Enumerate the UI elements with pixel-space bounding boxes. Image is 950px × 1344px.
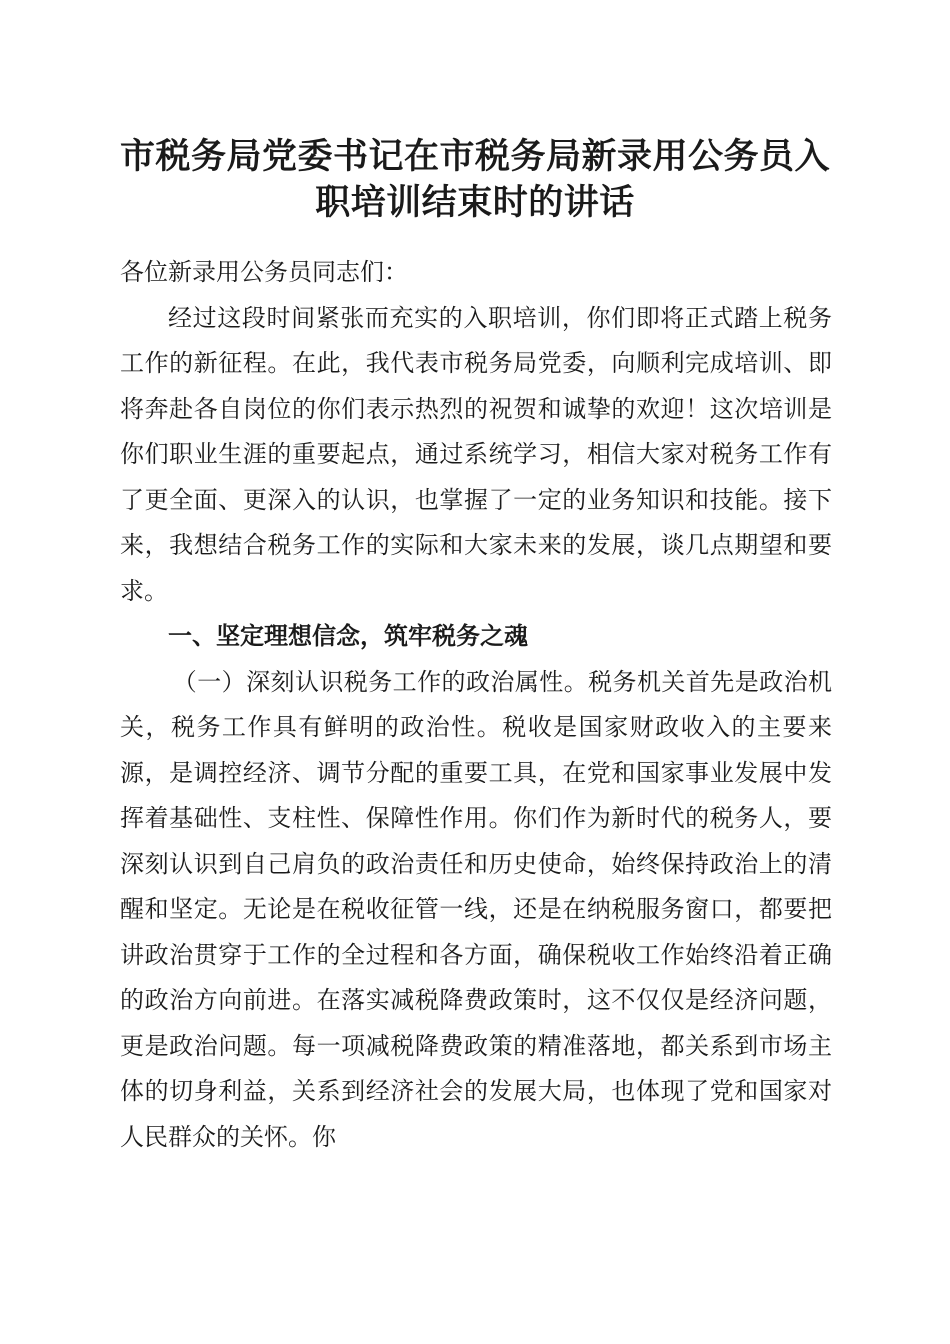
section-heading-1: 一、坚定理想信念，筑牢税务之魂 [168,622,528,650]
subsection-1-text: 税务机关首先是政治机关，税务工作具有鲜明的政治性。税收是国家财政收入的主要来源，是调控经济、调节分配的重要工具，在党和国家事业发展中发挥着基础性、支柱性、保障性作用。你们作为新时代的税务人，要深刻认识到自己肩负的政治责任和历史使命，始终保持政治上的清醒和坚定。无论是在税收征管一线，还是在纳税服务窗口，都要把讲政治贯穿于工作的全过程和各方面，确保税收工作始终沿着正确的政治方向前进。在落实减税降费政策时，这不仅仅是经济问题，更是政治问题。每一项减税降费政策的精准落地，都关系到市场主体的切身利益，关系到经济社会的发展大局，也体现了党和国家对人民群众的关怀。你 [120,667,833,1151]
title-line-2: 职培训结束时的讲话 [315,182,635,223]
paragraph-1: 经过这段时间紧张而充实的入职培训，你们即将正式踏上税务工作的新征程。在此，我代表市税务局党委，向顺利完成培训、即将奔赴各自岗位的你们表示热烈的祝贺和诚挚的欢迎！这次培训是你们职业生涯的重要起点，通过系统学习，相信大家对税务工作有了更全面、更深入的认识，也掌握了一定的业务知识和技能。接下来，我想结合税务工作的实际和大家未来的发展，谈几点期望和要求。 [120,303,832,605]
title-line-1: 市税务局党委书记在市税务局新录用公务员入 [119,136,830,177]
subsection-1-lead: （一）深刻认识税务工作的政治属性。 [172,667,589,696]
subsection-1 [120,660,832,1161]
salutation: 各位新录用公务员同志们： [120,258,408,286]
document-title [100,134,850,226]
document-body [120,250,832,1160]
